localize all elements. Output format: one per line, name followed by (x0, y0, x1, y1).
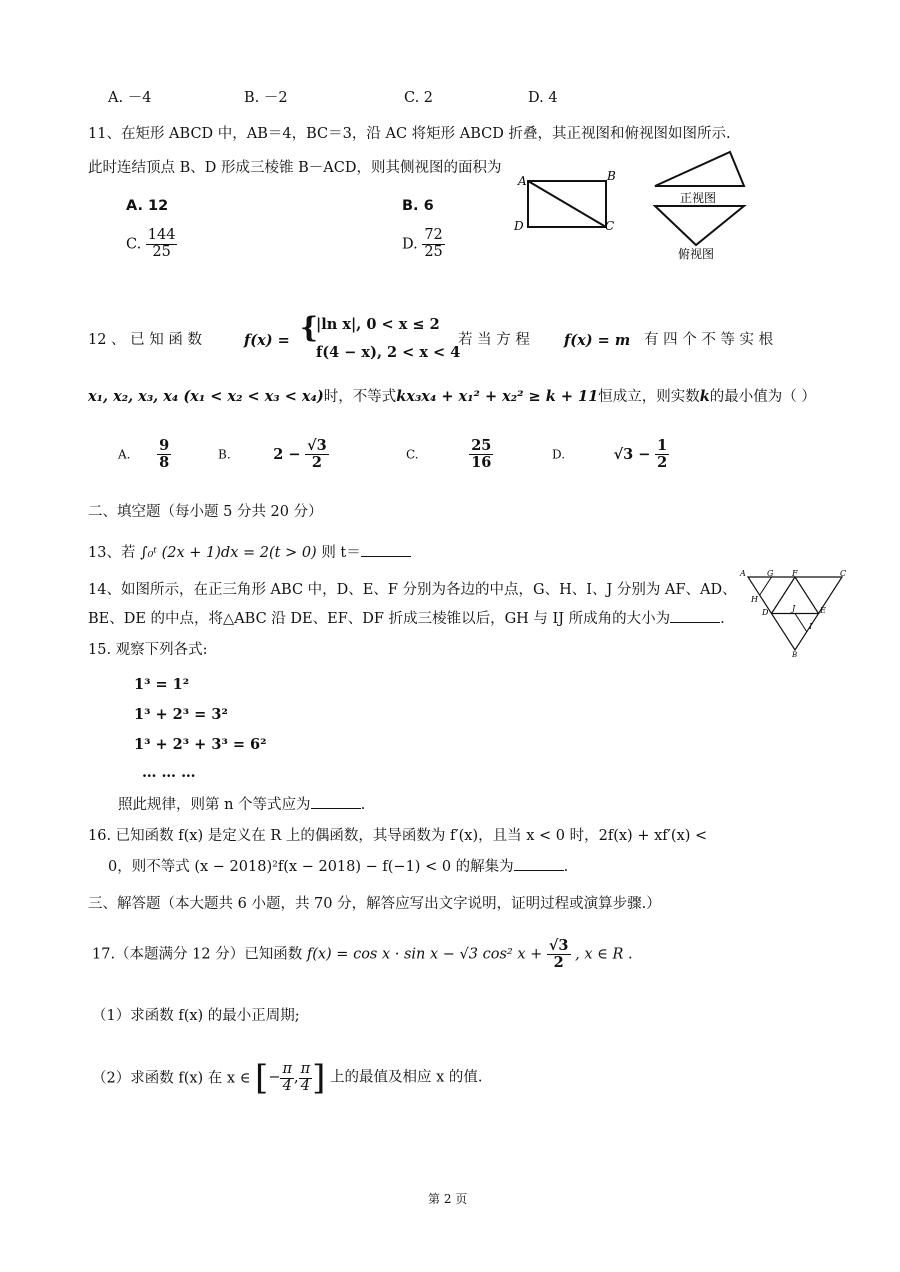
q12-case2: f(4 − x), 2 < x < 4 (316, 344, 461, 361)
q12-tail: 有 四 个 不 等 实 根 (644, 332, 774, 348)
q17-part2-prefix: （2）求函数 f(x) 在 x ∈ (92, 1070, 251, 1087)
q12-roots: x₁, x₂, x₃, x₄ (x₁ < x₂ < x₃ < x₄) (88, 388, 324, 405)
q11-option-b: B. 6 (402, 198, 434, 214)
q12-option-d (552, 438, 669, 471)
q12-b-label: B. (218, 447, 231, 462)
q11-option-c (126, 228, 177, 261)
q15-ask: 照此规律，则第 n 个等式应为 (118, 797, 311, 813)
q17-left-num: π (282, 1060, 292, 1077)
q12-equation: f(x) = m (564, 332, 631, 349)
q13-answer-blank[interactable] (361, 544, 411, 557)
q12-text1: 时，不等式 (323, 389, 397, 405)
q11-top-view-shape (655, 206, 744, 245)
q12-d-prefix: √3 − (613, 445, 651, 463)
q14-line2-wrap (88, 610, 725, 628)
q17-interval-left (280, 1062, 294, 1095)
q17-right-den: 4 (300, 1077, 310, 1094)
q12-b-fraction (305, 438, 329, 471)
q11-d-num: 72 (424, 227, 443, 243)
q11-option-c-fraction (146, 228, 178, 261)
q12-a-fraction (157, 438, 171, 471)
q14-label-j: J (792, 604, 796, 613)
q14-label-d: D (762, 608, 769, 617)
q14-label-a: A (740, 569, 746, 578)
q17-prefix: 17.（本题满分 12 分）已知函数 (92, 946, 303, 963)
q14-label-g: G (767, 569, 774, 578)
q12-option-c (406, 438, 493, 471)
q15-answer-blank[interactable] (311, 796, 361, 809)
q10-option-a: A. －4 (108, 90, 152, 106)
q15-dots: … … … (142, 764, 196, 781)
q17-part2: （2）求函数 f(x) 在 x ∈ [− $\frac{\pi}{4}$ , $\frac{\pi}{4}$ ] 上的最值及相应 x 的值. (92, 1058, 483, 1098)
q14-label-b: B (792, 651, 798, 658)
q16-line2: 0，则不等式 (x − 2018)²f(x − 2018) − f(−1) < 0 的解集为 (108, 859, 514, 875)
q12-c-label: C. (406, 447, 419, 462)
q16-line2-wrap (108, 858, 568, 876)
q12-inequality: kx₃x₄ + x₁² + x₂² ≥ k + 11 (396, 388, 599, 405)
q11-label-b: B (607, 169, 616, 183)
q15-eq1: 1³ = 1² (134, 676, 190, 693)
q12-case1: |ln x|, 0 < x ≤ 2 (316, 316, 440, 333)
q11-option-d (402, 228, 445, 261)
q11-label-c: C (605, 219, 615, 233)
q11-front-view-label: 正视图 (680, 191, 717, 205)
q12-b-prefix: 2 − (273, 445, 301, 463)
q11-option-c-label: C. (126, 236, 142, 253)
q12-d-fraction (655, 438, 669, 471)
q12-c-den: 16 (471, 453, 492, 471)
q14-label-f: F (792, 569, 798, 578)
q17-right-bracket: ] (312, 1058, 326, 1098)
q16-line2-end: . (563, 859, 569, 875)
q12-text2: 恒成立，则实数 (598, 389, 700, 405)
q14-answer-blank[interactable] (670, 610, 720, 623)
q12-line2 (88, 388, 816, 406)
q12-option-a (118, 438, 171, 471)
q17-part1: （1）求函数 f(x) 的最小正周期; (92, 1008, 300, 1024)
q12-c-fraction (469, 438, 493, 471)
q17-left-bracket: [ (255, 1058, 269, 1098)
q15-eq2: 1³ + 2³ = 3² (134, 706, 228, 723)
q15-title: 15. 观察下列各式: (88, 642, 208, 658)
q11-line1: 11、在矩形 ABCD 中，AB＝4，BC＝3，沿 AC 将矩形 ABCD 折叠，其正视图和俯视图如图所示. (88, 126, 731, 142)
q14-label-e: E (820, 606, 826, 615)
q12-brace: { (300, 311, 319, 344)
q12-fx: f(x) = (244, 332, 290, 349)
q15-ask-end: . (360, 797, 366, 813)
q12-a-label: A. (118, 447, 131, 462)
q17-left-den: 4 (282, 1077, 292, 1094)
q11-label-a: A (518, 174, 527, 188)
q17-expression: f(x) = cos x · sin x − √3 cos² x + (306, 946, 543, 963)
q17-right-num: π (300, 1060, 311, 1077)
q17-fraction (547, 938, 571, 971)
q10-option-d: D. 4 (528, 90, 558, 106)
q11-option-a: A. 12 (126, 198, 169, 214)
q14-label-i: I (809, 622, 813, 631)
q17-suffix: , x ∈ R . (575, 946, 633, 963)
q11-c-den: 25 (152, 243, 171, 260)
q14-segment-gh (760, 577, 772, 595)
q11-front-view-shape (655, 152, 744, 186)
q12-k: k (699, 388, 710, 405)
q14-label-c: C (840, 569, 847, 578)
q11-label-d: D (514, 219, 524, 233)
q15-ask-wrap (118, 796, 365, 814)
q17-part2-suffix: 上的最值及相应 x 的值. (330, 1069, 483, 1086)
q11-line2: 此时连结顶点 B、D 形成三棱锥 B－ACD，则其侧视图的面积为 (88, 160, 502, 176)
q12-d-den: 2 (657, 453, 668, 471)
q12-d-label: D. (552, 447, 566, 462)
q17-statement (92, 938, 633, 971)
q11-option-d-label: D. (402, 236, 418, 253)
q13 (88, 544, 411, 562)
q12-b-den: 2 (311, 453, 323, 471)
section-2-heading: 二、填空题（每小题 5 分共 20 分） (88, 504, 323, 520)
q14-label-h: H (751, 595, 758, 604)
q14-line2-end: . (720, 611, 725, 627)
q11-d-den: 25 (424, 243, 443, 260)
q10-option-b: B. －2 (244, 90, 288, 106)
q17-interval-right (299, 1062, 313, 1095)
q12-a-num: 9 (159, 437, 170, 454)
q13-prefix: 13、若 (88, 545, 136, 561)
q10-option-c: C. 2 (404, 90, 434, 106)
q12-a-den: 8 (159, 453, 170, 471)
q12-b-num: √3 (307, 437, 327, 454)
q12-option-b (218, 438, 329, 471)
q16-line1: 16. 已知函数 f(x) 是定义在 R 上的偶函数，其导函数为 f′(x)，且当 x < 0 时，2f(x) + xf′(x) < (88, 828, 708, 844)
q14-segment-ji (795, 614, 807, 632)
q14-line1: 14、如图所示，在正三角形 ABC 中，D、E、F 分别为各边的中点，G、H、I、J 分别为 AF、AD、 (88, 582, 737, 598)
q13-suffix: 则 t＝ (321, 545, 361, 561)
q12-d-num: 1 (657, 437, 668, 454)
page-footer: 第 2 页 (428, 1192, 468, 1206)
q17-frac-den: 2 (553, 953, 564, 971)
q16-answer-blank[interactable] (514, 858, 564, 871)
q13-expression: ∫₀ᵗ (2x + 1)dx = 2(t > 0) (140, 545, 317, 561)
section-3-heading: 三、解答题（本大题共 6 小题，共 70 分，解答应写出文字说明，证明过程或演算步骤.） (88, 896, 661, 912)
q15-eq3: 1³ + 2³ + 3³ = 6² (134, 736, 267, 753)
q11-figure (510, 148, 760, 268)
q14-line2: BE、DE 的中点，将△ABC 沿 DE、EF、DF 折成三棱锥以后，GH 与 IJ 所成角的大小为 (88, 611, 671, 627)
q11-c-num: 144 (147, 227, 176, 243)
q12-mid: 若 当 方 程 (458, 332, 530, 348)
q11-diagonal (528, 181, 606, 227)
q11-option-d-fraction (422, 228, 444, 261)
q17-frac-num: √3 (548, 937, 569, 954)
q14-figure (738, 566, 854, 658)
q12-c-num: 25 (471, 437, 492, 454)
q11-top-view-label: 俯视图 (678, 247, 715, 261)
q12-text3: 的最小值为（ ） (709, 389, 816, 405)
q12-prefix: 12 、 已 知 函 数 (88, 332, 202, 348)
